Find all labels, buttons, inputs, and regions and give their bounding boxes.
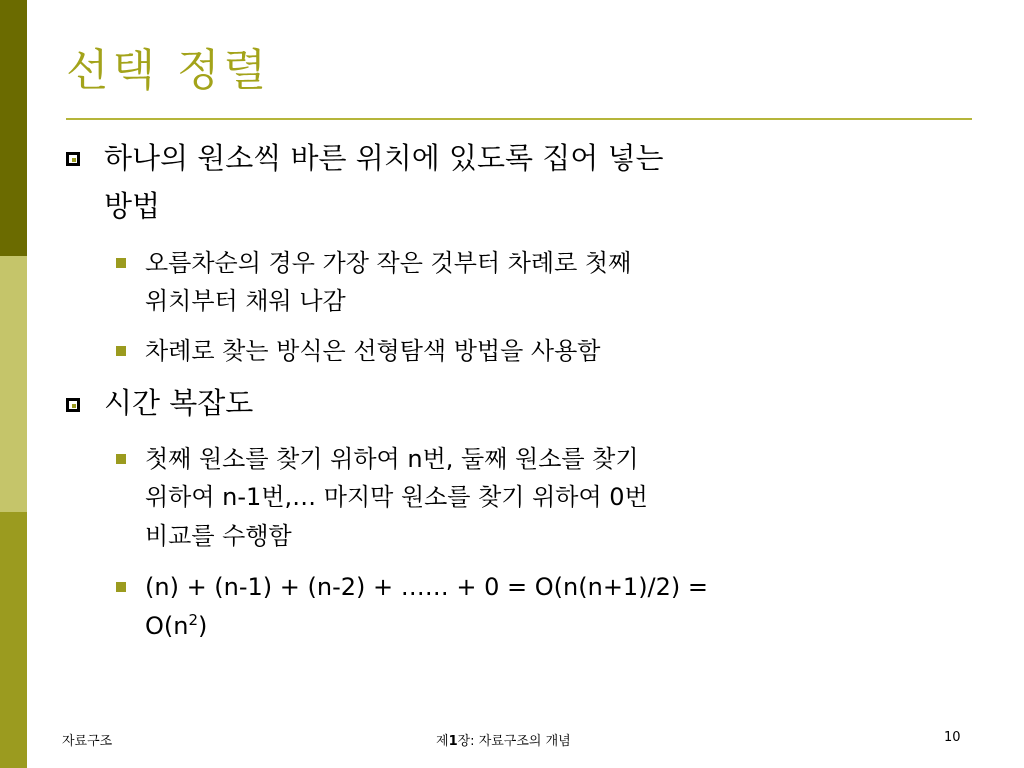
bullet-2-line-1: 시간 복잡도 <box>104 386 254 420</box>
sub-bullet-square-icon <box>116 582 126 592</box>
sub-bullet-2-1-line-3: 비교를 수행함 <box>145 522 292 550</box>
sidebar-bar <box>0 0 27 768</box>
sub-bullet-2-1-line-1: 첫째 원소를 찾기 위하여 n번, 둘째 원소를 찾기 <box>145 445 639 473</box>
bullet-1-line-1: 하나의 원소씩 바른 위치에 있도록 집어 넣는 <box>104 141 664 175</box>
title-rule <box>66 118 972 120</box>
sub-bullet-square-icon <box>116 346 126 356</box>
formula-end: ) <box>198 612 208 640</box>
footer-center <box>436 730 571 749</box>
bullet-1-line-2: 방법 <box>104 189 161 223</box>
sub-bullet-square-icon <box>116 258 126 268</box>
sidebar-band-dark <box>0 0 27 256</box>
formula-base: O(n <box>145 612 189 640</box>
footer-left: 자료구조 <box>62 734 113 749</box>
bullet-square-icon <box>66 152 80 166</box>
footer-chapter-number: 1 <box>448 734 458 749</box>
slide-title: 선택 정렬 <box>66 45 271 96</box>
sub-bullet-1-1-line-1: 오름차순의 경우 가장 작은 것부터 차례로 첫째 <box>145 249 632 277</box>
bullet-square-icon <box>66 398 80 412</box>
formula-superscript: 2 <box>188 611 199 629</box>
footer-center-mid: 장: <box>457 734 475 749</box>
page-number: 10 <box>944 730 961 745</box>
sidebar-band-light <box>0 256 27 512</box>
footer-center-rest: 자료구조의 개념 <box>474 734 571 749</box>
sub-bullet-2-2-line-1: (n) + (n-1) + (n-2) + …… + 0 = O(n(n+1)/2) = <box>145 573 709 601</box>
sub-bullet-square-icon <box>116 454 126 464</box>
sub-bullet-1-2-line-1: 차례로 찾는 방식은 선형탐색 방법을 사용함 <box>145 337 601 365</box>
footer-center-prefix: 제 <box>436 734 449 749</box>
sub-bullet-2-2-line-2 <box>145 606 207 649</box>
sub-bullet-2-1-line-2: 위하여 n-1번,… 마지막 원소를 찾기 위하여 0번 <box>145 483 648 511</box>
sidebar-band-mid <box>0 512 27 768</box>
sub-bullet-1-1-line-2: 위치부터 채워 나감 <box>145 287 346 315</box>
